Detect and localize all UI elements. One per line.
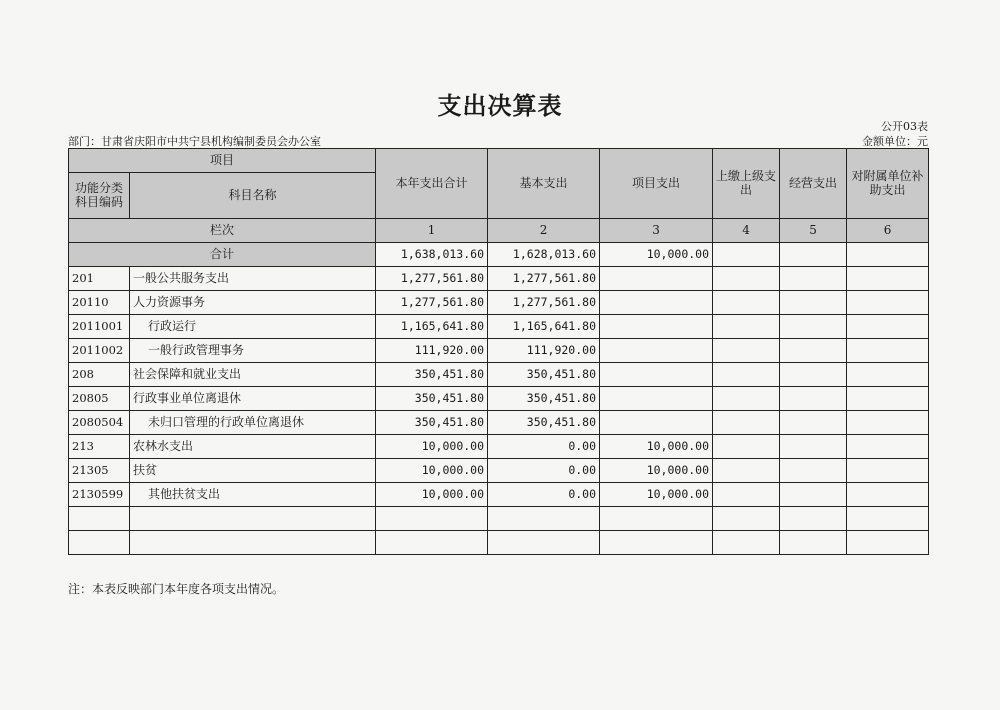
value-cell: 10,000.00 bbox=[600, 483, 713, 507]
amount-unit-label: 金额单位：元 bbox=[862, 135, 928, 148]
value-cell bbox=[713, 291, 780, 315]
name-cell: 农林水支出 bbox=[130, 435, 376, 459]
sum-cell bbox=[847, 243, 929, 267]
col-business-header: 经营支出 bbox=[780, 149, 847, 219]
value-cell bbox=[713, 315, 780, 339]
value-cell bbox=[488, 531, 600, 555]
table-row bbox=[69, 459, 929, 483]
value-cell bbox=[713, 507, 780, 531]
col-total-header: 本年支出合计 bbox=[376, 149, 488, 219]
name-cell: 一般公共服务支出 bbox=[130, 267, 376, 291]
code-cell: 2080504 bbox=[69, 411, 130, 435]
value-cell bbox=[847, 507, 929, 531]
value-cell: 10,000.00 bbox=[600, 435, 713, 459]
value-cell: 1,277,561.80 bbox=[376, 291, 488, 315]
code-header: 功能分类科目编码 bbox=[69, 173, 130, 219]
value-cell bbox=[847, 435, 929, 459]
name-header: 科目名称 bbox=[130, 173, 376, 219]
value-cell bbox=[847, 531, 929, 555]
value-cell bbox=[600, 315, 713, 339]
value-cell: 350,451.80 bbox=[488, 363, 600, 387]
col-basic-header: 基本支出 bbox=[488, 149, 600, 219]
name-cell: 行政运行 bbox=[130, 315, 376, 339]
value-cell bbox=[780, 291, 847, 315]
form-number: 公开03表 bbox=[881, 120, 928, 133]
value-cell bbox=[713, 483, 780, 507]
value-cell bbox=[780, 459, 847, 483]
code-cell: 208 bbox=[69, 363, 130, 387]
value-cell bbox=[847, 459, 929, 483]
value-cell bbox=[600, 507, 713, 531]
value-cell bbox=[488, 507, 600, 531]
table-row bbox=[69, 267, 929, 291]
value-cell bbox=[847, 267, 929, 291]
code-cell: 2011002 bbox=[69, 339, 130, 363]
value-cell bbox=[713, 363, 780, 387]
value-cell bbox=[713, 267, 780, 291]
seq-label: 栏次 bbox=[69, 219, 376, 243]
value-cell bbox=[780, 435, 847, 459]
sum-cell: 1,628,013.60 bbox=[488, 243, 600, 267]
table-row bbox=[69, 363, 929, 387]
value-cell bbox=[600, 291, 713, 315]
code-cell: 21305 bbox=[69, 459, 130, 483]
value-cell bbox=[600, 531, 713, 555]
value-cell: 10,000.00 bbox=[600, 459, 713, 483]
value-cell: 10,000.00 bbox=[376, 483, 488, 507]
value-cell: 0.00 bbox=[488, 459, 600, 483]
name-cell bbox=[130, 531, 376, 555]
table-row bbox=[69, 315, 929, 339]
name-cell: 人力资源事务 bbox=[130, 291, 376, 315]
name-cell: 扶贫 bbox=[130, 459, 376, 483]
value-cell bbox=[780, 339, 847, 363]
value-cell bbox=[713, 435, 780, 459]
value-cell: 10,000.00 bbox=[376, 459, 488, 483]
value-cell bbox=[780, 267, 847, 291]
code-cell: 2130599 bbox=[69, 483, 130, 507]
value-cell bbox=[780, 531, 847, 555]
value-cell bbox=[713, 531, 780, 555]
value-cell: 350,451.80 bbox=[376, 363, 488, 387]
value-cell bbox=[780, 507, 847, 531]
value-cell bbox=[847, 315, 929, 339]
value-cell bbox=[780, 387, 847, 411]
table-row bbox=[69, 387, 929, 411]
value-cell bbox=[780, 363, 847, 387]
code-cell: 201 bbox=[69, 267, 130, 291]
value-cell bbox=[713, 339, 780, 363]
name-cell: 其他扶贫支出 bbox=[130, 483, 376, 507]
value-cell bbox=[713, 459, 780, 483]
sum-cell bbox=[780, 243, 847, 267]
value-cell bbox=[847, 483, 929, 507]
value-cell bbox=[847, 291, 929, 315]
value-cell: 1,277,561.80 bbox=[488, 291, 600, 315]
value-cell: 1,277,561.80 bbox=[376, 267, 488, 291]
col-subsidy-header: 对附属单位补助支出 bbox=[847, 149, 929, 219]
sum-cell bbox=[713, 243, 780, 267]
code-cell: 20805 bbox=[69, 387, 130, 411]
col-upper-header: 上缴上级支出 bbox=[713, 149, 780, 219]
value-cell bbox=[780, 411, 847, 435]
value-cell: 111,920.00 bbox=[376, 339, 488, 363]
sum-label: 合计 bbox=[69, 243, 376, 267]
table-row bbox=[69, 507, 929, 531]
name-cell: 一般行政管理事务 bbox=[130, 339, 376, 363]
table-row bbox=[69, 435, 929, 459]
value-cell bbox=[847, 339, 929, 363]
value-cell bbox=[847, 363, 929, 387]
value-cell bbox=[600, 411, 713, 435]
table-row bbox=[69, 339, 929, 363]
seq-cell: 6 bbox=[847, 219, 929, 243]
value-cell bbox=[600, 363, 713, 387]
expenditure-table bbox=[68, 148, 929, 555]
table-row bbox=[69, 531, 929, 555]
code-cell bbox=[69, 531, 130, 555]
footnote: 注：本表反映部门本年度各项支出情况。 bbox=[68, 582, 285, 596]
seq-cell: 1 bbox=[376, 219, 488, 243]
value-cell bbox=[713, 411, 780, 435]
name-cell: 未归口管理的行政单位离退休 bbox=[130, 411, 376, 435]
value-cell: 10,000.00 bbox=[376, 435, 488, 459]
department-label: 部门：甘肃省庆阳市中共宁县机构编制委员会办公室 bbox=[68, 135, 321, 148]
value-cell: 0.00 bbox=[488, 483, 600, 507]
seq-cell: 4 bbox=[713, 219, 780, 243]
value-cell bbox=[713, 387, 780, 411]
value-cell: 0.00 bbox=[488, 435, 600, 459]
seq-cell: 3 bbox=[600, 219, 713, 243]
value-cell bbox=[376, 507, 488, 531]
value-cell bbox=[780, 483, 847, 507]
sum-cell: 10,000.00 bbox=[600, 243, 713, 267]
code-cell: 2011001 bbox=[69, 315, 130, 339]
value-cell bbox=[600, 387, 713, 411]
table-row bbox=[69, 291, 929, 315]
seq-cell: 5 bbox=[780, 219, 847, 243]
value-cell bbox=[847, 411, 929, 435]
code-cell: 213 bbox=[69, 435, 130, 459]
value-cell bbox=[600, 339, 713, 363]
table-row bbox=[69, 483, 929, 507]
value-cell: 350,451.80 bbox=[376, 411, 488, 435]
value-cell bbox=[847, 387, 929, 411]
value-cell: 350,451.80 bbox=[488, 411, 600, 435]
name-cell: 行政事业单位离退休 bbox=[130, 387, 376, 411]
value-cell bbox=[780, 315, 847, 339]
value-cell: 350,451.80 bbox=[488, 387, 600, 411]
value-cell: 1,165,641.80 bbox=[376, 315, 488, 339]
table-row bbox=[69, 411, 929, 435]
name-cell bbox=[130, 507, 376, 531]
value-cell: 1,165,641.80 bbox=[488, 315, 600, 339]
seq-cell: 2 bbox=[488, 219, 600, 243]
code-cell: 20110 bbox=[69, 291, 130, 315]
page-title: 支出决算表 bbox=[437, 91, 563, 120]
value-cell bbox=[600, 267, 713, 291]
name-cell: 社会保障和就业支出 bbox=[130, 363, 376, 387]
col-project-header: 项目支出 bbox=[600, 149, 713, 219]
value-cell bbox=[376, 531, 488, 555]
value-cell: 350,451.80 bbox=[376, 387, 488, 411]
value-cell: 111,920.00 bbox=[488, 339, 600, 363]
value-cell: 1,277,561.80 bbox=[488, 267, 600, 291]
sum-cell: 1,638,013.60 bbox=[376, 243, 488, 267]
code-cell bbox=[69, 507, 130, 531]
item-header: 项目 bbox=[69, 149, 376, 173]
